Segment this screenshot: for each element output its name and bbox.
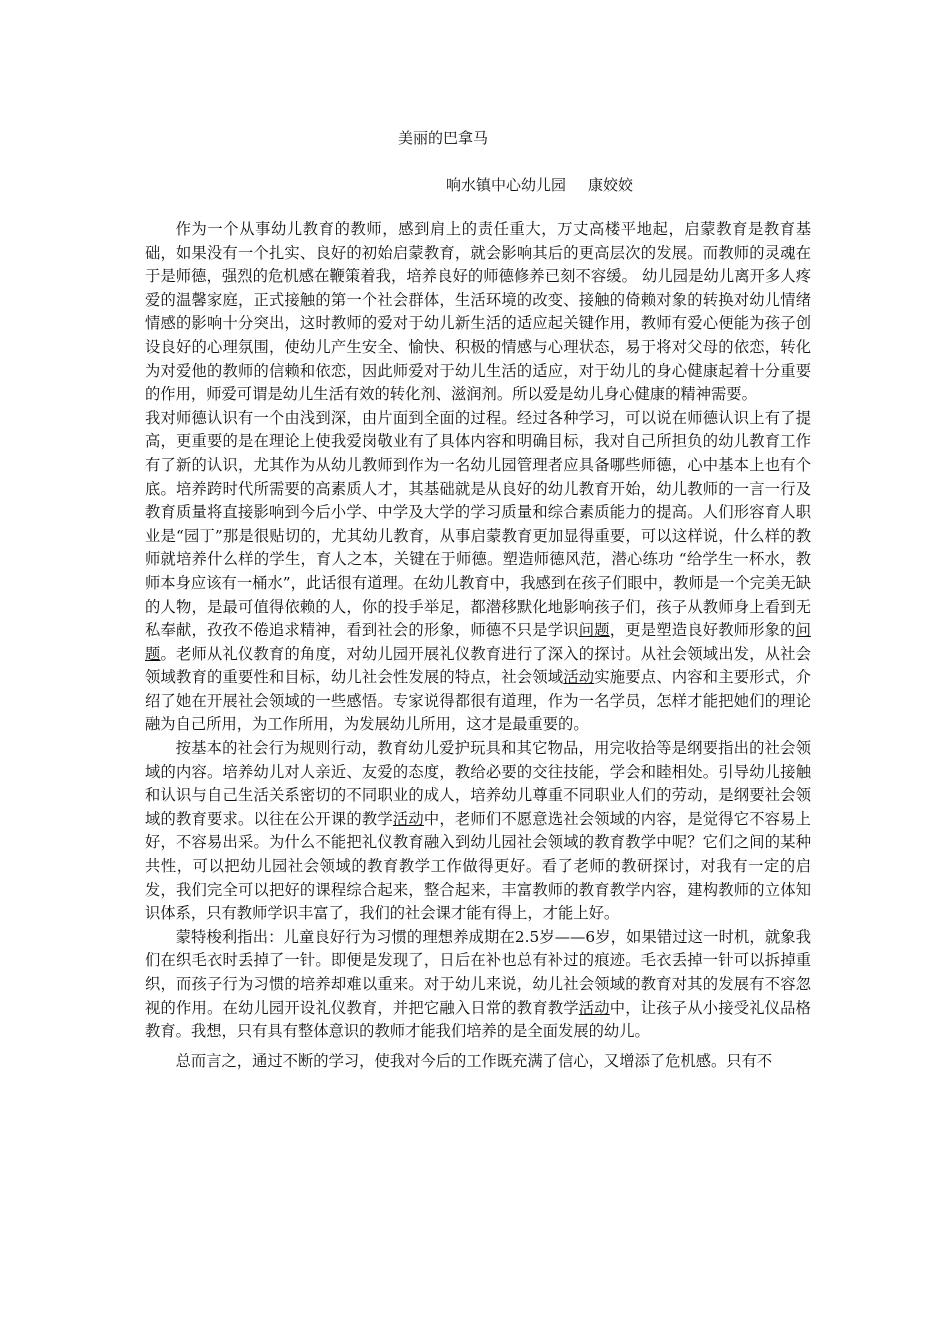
author-name: 康姣姣 xyxy=(588,176,634,194)
paragraph-3 xyxy=(145,737,811,926)
paragraph-3-text-a: 按基本的社会行为规则行动，教育幼儿爱护玩具和其它物品，用完收拾等是纲要指出的社会领域的内容。培养幼儿对人亲近、友爱的态度，教给必要的交往技能，学会和睦相处。引导幼儿接触和认识与自己生活关系密切的不同职业的成人，培养幼儿尊重不同职业人们的劳动，是纲要社会领域的教育要求。以往在公开课的教学 xyxy=(145,739,811,828)
paragraph-4 xyxy=(145,926,811,1044)
underlined-term: 问题 xyxy=(578,621,610,640)
underlined-term: 活动 xyxy=(563,668,595,687)
document-body xyxy=(145,218,811,1073)
document-title: 美丽的巴拿马 xyxy=(398,129,489,147)
underlined-term: 问题 xyxy=(145,621,811,663)
author-line xyxy=(446,174,633,196)
underlined-term: 活动 xyxy=(392,809,424,828)
paragraph-2-text-b: ，更是塑造良好教师形象的 xyxy=(609,621,796,640)
paragraph-2-text-d: 实施要点、内容和主要形式，介绍了她在开展社会领域的一些感悟。专家说得都很有道理，作为一名学员，怎样才能把她们的理论融为自己所用，为工作所用，为发展幼儿所用，这才是最重要的。 xyxy=(145,668,811,734)
paragraph-4-text-a: 蒙特梭利指出：儿童良好行为习惯的理想养成期在2.5岁——6岁，如果错过这一时机，就象我们在织毛衣时丢掉了一针。即便是发现了，日后在补也总有补过的痕迹。毛衣丢掉一针可以拆掉重织，而孩子行为习惯的培养却难以重来。对于幼儿来说，幼儿社会领域的教育对其的发展有不容忽视的作用。在幼儿园开设礼仪教育，并把它融入日常的教育教学 xyxy=(145,927,811,1017)
paragraph-2 xyxy=(145,407,811,737)
paragraph-5: 总而言之，通过不断的学习，使我对今后的工作既充满了信心，又增添了危机感。只有不 xyxy=(175,1051,773,1070)
paragraph-3-text-b: 中，老师们不愿意选社会领域的内容，是觉得它不容易上好，不容易出采。为什么不能把礼仪教育融入到幼儿园社会领域的教育教学中呢？它们之间的某种共性，可以把幼儿园社会领域的教育教学工作做得更好。看了老师的教研探讨，对我有一定的启发，我们完全可以把好的课程综合起来，整合起来，丰富教师的教育教学内容，建构教师的立体知识体系，只有教师学识丰富了，我们的社会课才能有得上，才能上好。 xyxy=(145,809,811,923)
paragraph-4-text-b: 中，让孩子从小接受礼仪品格教育。我想，只有具有整体意识的教师才能我们培养的是全面发展的幼儿。 xyxy=(145,998,811,1041)
paragraph-1: 作为一个从事幼儿教育的教师，感到肩上的责任重大，万丈高楼平地起，启蒙教育是教育基础，如果没有一个扎实、良好的初始启蒙教育，就会影响其后的更高层次的发展。而教师的灵魂在于是师德，强烈的危机感在鞭策着我，培养良好的师德修养已刻不容缓。 幼儿园是幼儿离开多人疼爱的温馨家庭，正式接触的第一个社会群体，生活环境的改变、接触的倚赖对象的转换对幼儿情绪情感的影响十分突出，这时教师的爱对于幼儿新生活的适应起关键作用，教师有爱心便能为孩子创设良好的心理氛围，使幼儿产生安全、愉快、积极的情感与心理状态，易于将对父母的依恋，转化为对爱他的教师的信赖和依恋，因此师爱对于幼儿生活的适应，对于幼儿的身心健康起着十分重要的作用，师爱可谓是幼儿生活有效的转化剂、滋润剂。所以爱是幼儿身心健康的精神需要。 xyxy=(145,220,811,404)
underlined-term: 活动 xyxy=(578,998,610,1017)
paragraph-2-text-a: 我对师德认识有一个由浅到深，由片面到全面的过程。经过各种学习，可以说在师德认识上有了提高，更重要的是在理论上使我爱岗敬业有了具体内容和明确目标，我对自己所担负的幼儿教育工作有了新的认识，尤其作为从幼儿教师到作为一名幼儿园管理者应具备哪些师德，心中基本上也有个底。培养跨时代所需要的高素质人才，其基础就是从良好的幼儿教育开始，幼儿教师的一言一行及教育质量将直接影响到今后小学、中学及大学的学习质量和综合素质能力的提高。人们形容育人职业是“园丁”那是很贴切的，尤其幼儿教育，从事启蒙教育更加显得重要，可以这样说，什么样的教师就培养什么样的学生，育人之本，关键在于师德。塑造师德风范，潜心练功 “给学生一杯水，教师本身应该有一桶水”，此话很有道理。在幼儿教育中，我感到在孩子们眼中，教师是一个完美无缺的人物，是最可值得依赖的人，你的投手举足，都潜移默化地影响孩子们，孩子从教师身上看到无私奉献，孜孜不倦追求精神，看到社会的形象，师德不只是学识 xyxy=(145,408,811,640)
paragraph-2-text-c: 。老师从礼仪教育的角度，对幼儿园开展礼仪教育进行了深入的探讨。从社会领域出发，从社会领域教育的重要性和目标，幼儿社会性发展的特点，社会领域 xyxy=(145,644,811,687)
author-school: 响水镇中心幼儿园 xyxy=(446,176,567,194)
